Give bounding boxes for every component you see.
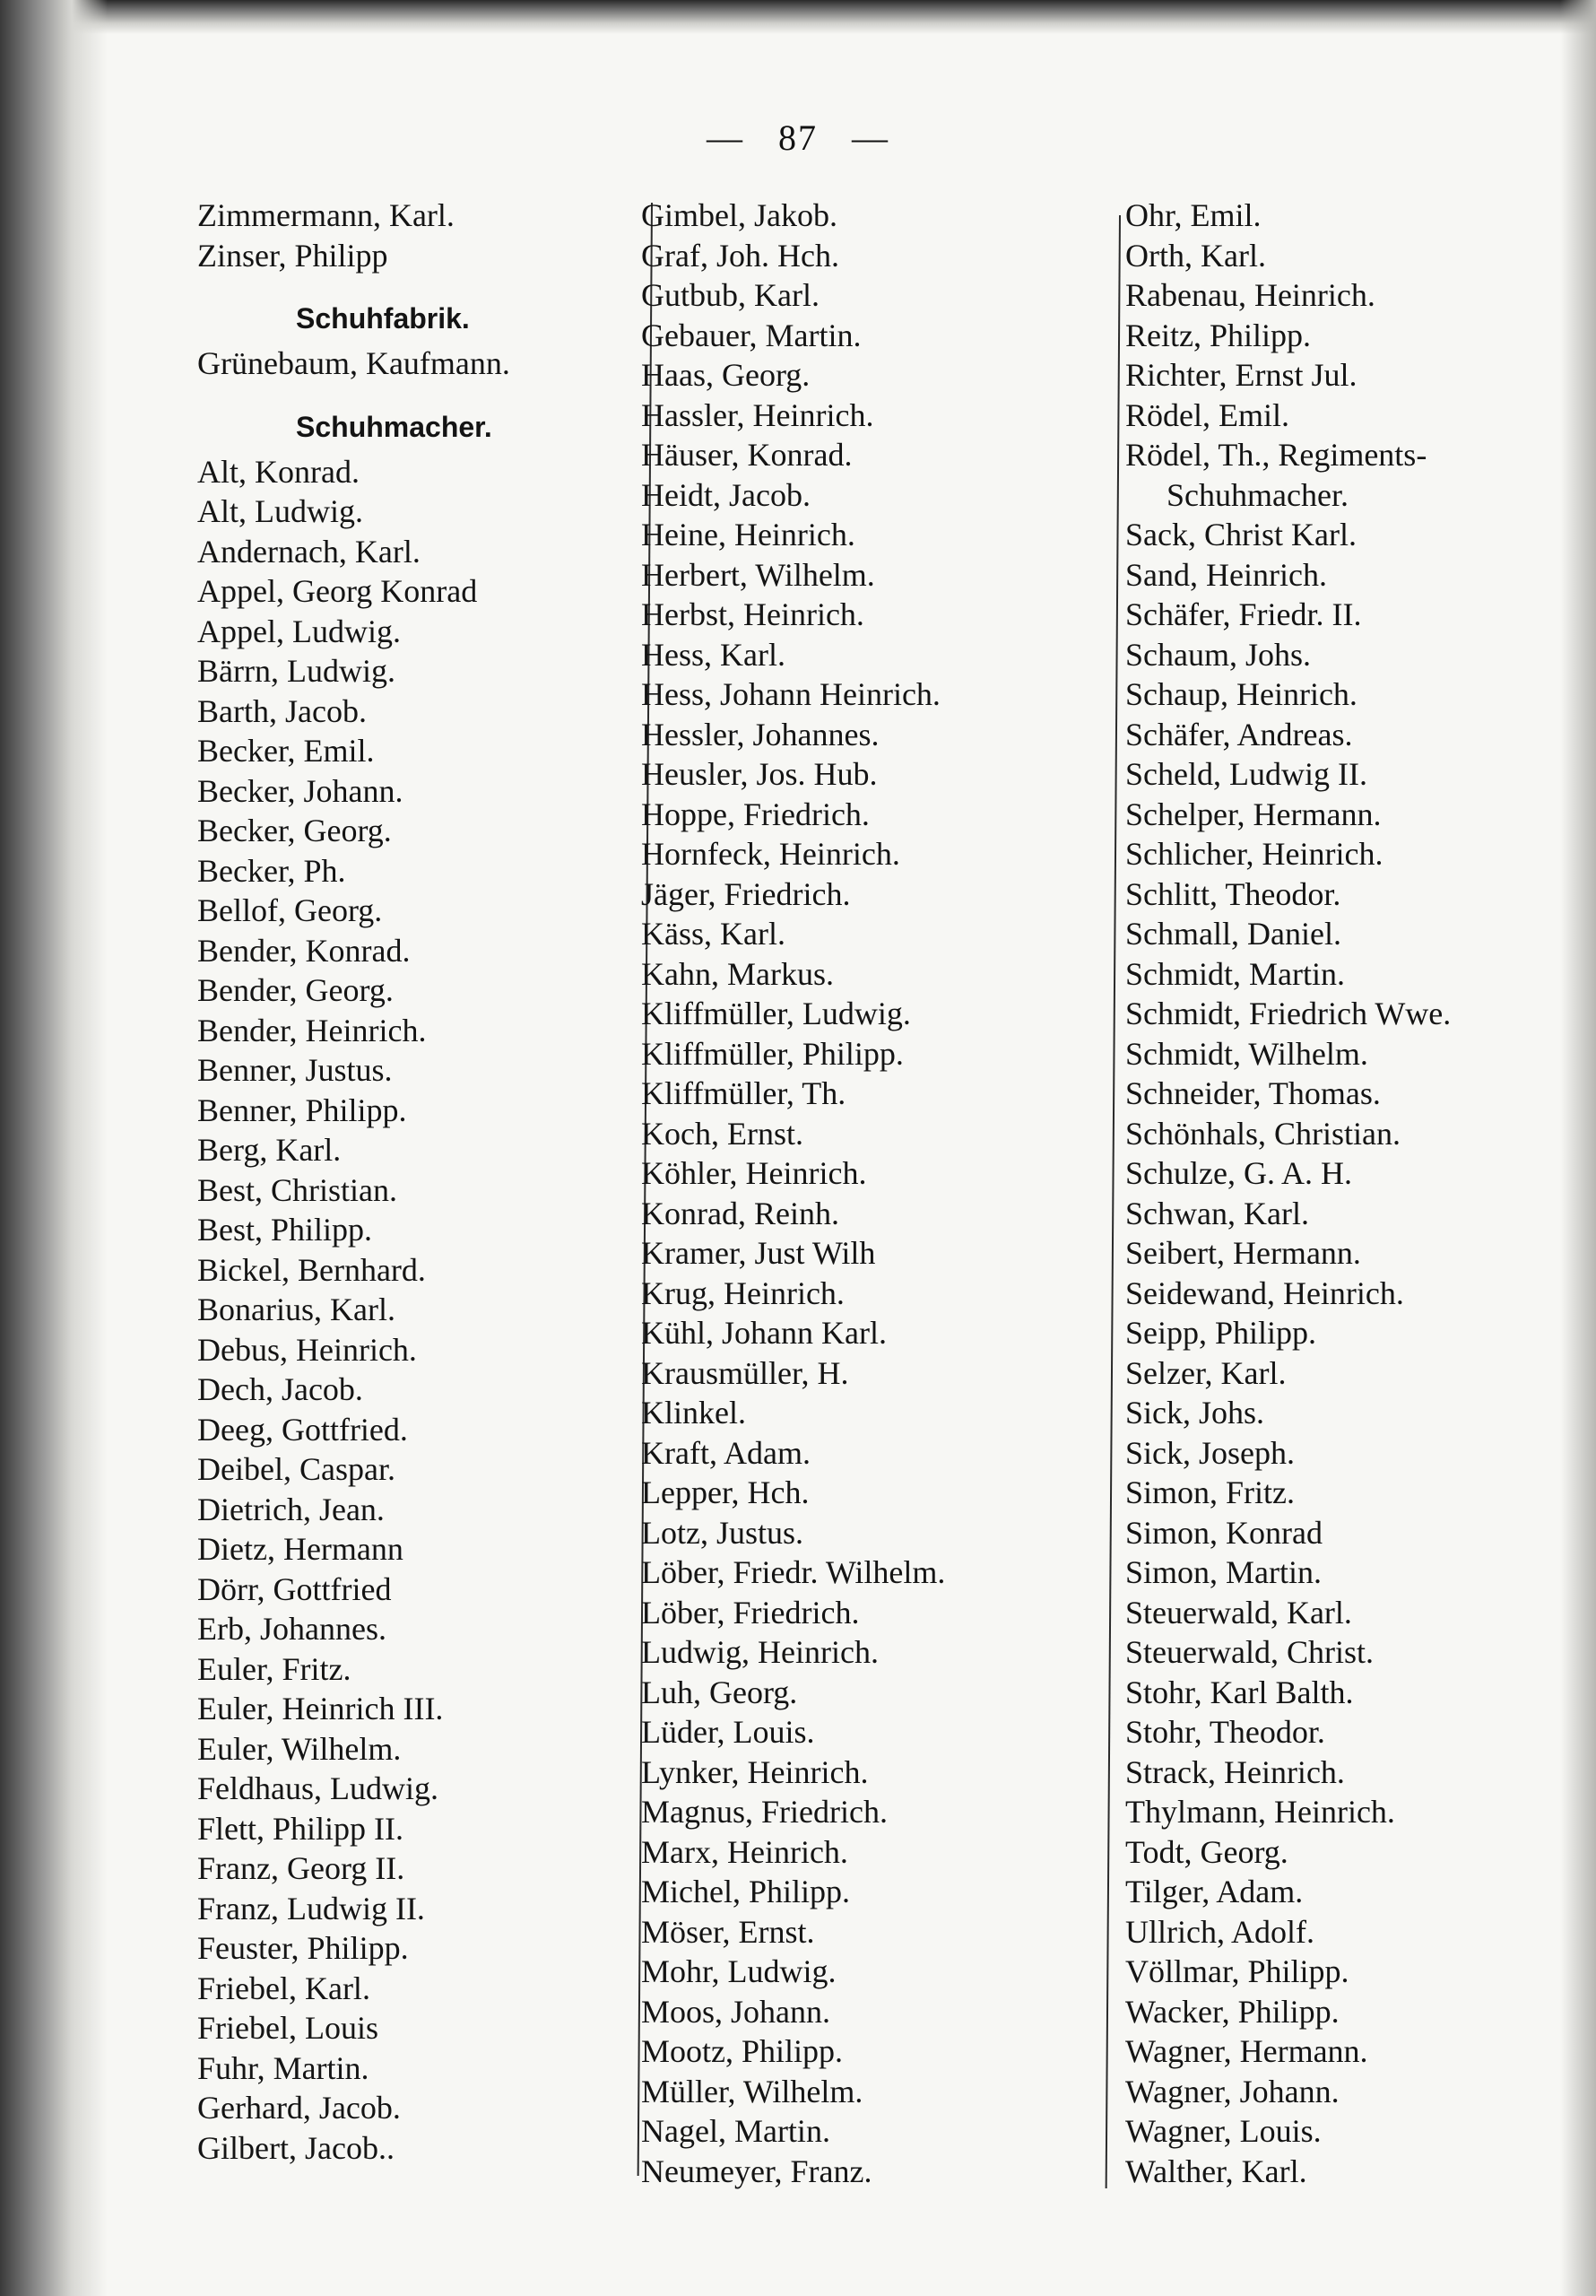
directory-entry: Jäger, Friedrich. (641, 875, 851, 912)
directory-entry: Feuster, Philipp. (197, 1930, 409, 1966)
column-1-group-c (197, 452, 628, 2169)
directory-entry: Köhler, Heinrich. (641, 1155, 867, 1191)
directory-entry: Klinkel. (641, 1395, 746, 1431)
directory-entry: Sick, Johs. (1125, 1395, 1265, 1431)
directory-entry: Seidewand, Heinrich. (1125, 1274, 1404, 1311)
directory-entry: Berg, Karl. (197, 1132, 342, 1168)
page-number-header (0, 117, 1596, 159)
directory-entry: Becker, Johann. (197, 772, 403, 809)
directory-entry: Hess, Karl. (641, 636, 785, 673)
directory-entry: Rabenau, Heinrich. (1125, 277, 1375, 313)
directory-entry: Herbst, Heinrich. (641, 596, 864, 632)
directory-entry: Best, Christian. (197, 1171, 397, 1208)
directory-entry: Heusler, Jos. Hub. (641, 756, 878, 792)
directory-entry: Schelper, Hermann. (1125, 796, 1382, 832)
directory-entry: Stohr, Karl Balth. (1125, 1674, 1354, 1710)
directory-entry: Völlmar, Philipp. (1125, 1953, 1349, 1989)
directory-entry: Neumeyer, Franz. (641, 2152, 872, 2189)
directory-entry: Becker, Emil. (197, 733, 375, 769)
directory-entry: Dech, Jacob. (197, 1371, 363, 1407)
directory-entry: Bender, Konrad. (197, 932, 411, 969)
page-number-dash-right: — (852, 117, 889, 158)
directory-entry: Schmidt, Wilhelm. (1125, 1035, 1368, 1072)
directory-entry: Best, Philipp. (197, 1212, 373, 1248)
directory-entry: Gilbert, Jacob.. (197, 2129, 395, 2166)
directory-entry: Bellof, Georg. (197, 892, 383, 928)
directory-entry: Feldhaus, Ludwig. (197, 1770, 438, 1806)
directory-entry: Selzer, Karl. (1125, 1354, 1287, 1391)
directory-entry: Friebel, Louis (197, 2010, 378, 2046)
directory-entry: Wagner, Johann. (1125, 2073, 1340, 2109)
directory-entry: Simon, Martin. (1125, 1554, 1323, 1590)
directory-entry: Krausmüller, H. (641, 1354, 849, 1391)
page-number: 87 (778, 117, 818, 158)
directory-entry: Häuser, Konrad. (641, 437, 853, 473)
directory-entry: Andernach, Karl. (197, 533, 421, 570)
directory-entry: Kühl, Johann Karl. (641, 1315, 887, 1351)
directory-entry: Lynker, Heinrich. (641, 1753, 869, 1790)
directory-entry: Gebauer, Martin. (641, 317, 862, 353)
directory-entry: Schmall, Daniel. (1125, 916, 1341, 952)
column-3-group-a (1125, 196, 1574, 475)
directory-entry: Wagner, Hermann. (1125, 2033, 1368, 2069)
directory-entry: Sick, Joseph. (1125, 1434, 1295, 1471)
entry-continuation: Schuhmacher. (1167, 476, 1349, 513)
directory-entry: Scheld, Ludwig II. (1125, 756, 1367, 792)
directory-entry: Ludwig, Heinrich. (641, 1634, 879, 1670)
directory-entry: Dietz, Hermann (197, 1531, 403, 1567)
directory-entry: Löber, Friedrich. (641, 1594, 860, 1631)
directory-entry: Alt, Konrad. (197, 453, 360, 490)
directory-entry: Kliffmüller, Philipp. (641, 1035, 904, 1072)
directory-entry: Walther, Karl. (1125, 2152, 1307, 2189)
directory-entry: Zinser, Philipp (197, 237, 388, 274)
directory-entry: Bärrn, Ludwig. (197, 653, 395, 689)
directory-entry: Benner, Philipp. (197, 1091, 407, 1128)
section-heading-schuhfabrik: Schuhfabrik. (296, 302, 470, 335)
directory-entry: Franz, Georg II. (197, 1850, 405, 1886)
directory-entry: Schlitt, Theodor. (1125, 875, 1341, 912)
directory-entry: Simon, Fritz. (1125, 1474, 1296, 1510)
directory-entry: Schwan, Karl. (1125, 1195, 1309, 1231)
directory-entry: Richter, Ernst Jul. (1125, 357, 1357, 393)
directory-entry: Benner, Justus. (197, 1052, 393, 1088)
directory-entry: Grünebaum, Kaufmann. (197, 345, 510, 381)
directory-entry: Dörr, Gottfried (197, 1570, 392, 1607)
directory-entry: Hassler, Heinrich. (641, 396, 874, 433)
column-1-group-b (197, 344, 628, 384)
section-heading-schuhmacher: Schuhmacher. (296, 410, 492, 443)
directory-entry: Bonarius, Karl. (197, 1292, 395, 1327)
directory-entry: Käss, Karl. (641, 916, 785, 952)
directory-entry: Steuerwald, Karl. (1125, 1594, 1352, 1631)
directory-entry: Schaum, Johs. (1125, 636, 1311, 673)
directory-entry: Schmidt, Friedrich Wwe. (1125, 996, 1452, 1031)
directory-entry: Krug, Heinrich. (641, 1274, 845, 1311)
directory-entry: Becker, Ph. (197, 852, 346, 889)
directory-entry: Graf, Joh. Hch. (641, 237, 839, 274)
directory-column-2 (641, 196, 1116, 2191)
directory-entry: Wagner, Louis. (1125, 2113, 1322, 2149)
directory-entry: Kliffmüller, Th. (641, 1075, 846, 1111)
directory-entry: Schmidt, Martin. (1125, 955, 1345, 992)
directory-entry: Heidt, Jacob. (641, 476, 811, 513)
directory-entry: Mohr, Ludwig. (641, 1953, 837, 1989)
directory-entry: Strack, Heinrich. (1125, 1753, 1345, 1790)
column-3-group-b (1125, 515, 1574, 2191)
directory-entry: Ohr, Emil. (1125, 197, 1262, 233)
directory-entry: Seibert, Hermann. (1125, 1235, 1361, 1271)
directory-entry: Müller, Wilhelm. (641, 2073, 863, 2109)
directory-entry: Konrad, Reinh. (641, 1195, 839, 1231)
directory-entry: Deeg, Gottfried. (197, 1411, 408, 1448)
directory-entry: Dietrich, Jean. (197, 1491, 385, 1527)
directory-entry: Nagel, Martin. (641, 2113, 830, 2149)
directory-entry: Gutbub, Karl. (641, 277, 820, 313)
directory-entry: Zimmermann, Karl. (197, 197, 455, 233)
directory-entry: Hornfeck, Heinrich. (641, 836, 900, 872)
directory-entry: Schaup, Heinrich. (1125, 676, 1357, 712)
directory-entry: Rödel, Emil. (1125, 396, 1289, 433)
directory-entry: Gerhard, Jacob. (197, 2090, 401, 2126)
directory-entry: Stohr, Theodor. (1125, 1714, 1325, 1750)
directory-entry: Gimbel, Jakob. (641, 197, 837, 233)
directory-entry: Luh, Georg. (641, 1674, 798, 1710)
directory-entry: Schlicher, Heinrich. (1125, 836, 1383, 872)
directory-entry: Kramer, Just Wilh (641, 1235, 876, 1271)
directory-entry: Heine, Heinrich. (641, 517, 855, 552)
directory-entry: Orth, Karl. (1125, 237, 1266, 274)
directory-entry: Mootz, Philipp. (641, 2033, 844, 2069)
directory-entry: Simon, Konrad (1125, 1514, 1323, 1551)
directory-entry: Moos, Johann. (641, 1993, 831, 2030)
scan-edge-left (0, 0, 108, 2296)
directory-entry: Hessler, Johannes. (641, 716, 880, 752)
directory-entry: Appel, Ludwig. (197, 613, 401, 649)
column-1-group-a (197, 196, 628, 275)
directory-entry: Kahn, Markus. (641, 955, 834, 992)
column-2-list (641, 196, 1116, 2191)
directory-entry: Reitz, Philipp. (1125, 317, 1311, 353)
directory-entry: Lotz, Justus. (641, 1514, 804, 1551)
directory-entry: Ullrich, Adolf. (1125, 1913, 1314, 1950)
directory-entry: Erb, Johannes. (197, 1611, 386, 1647)
directory-entry: Barth, Jacob. (197, 692, 367, 729)
directory-entry: Tilger, Adam. (1125, 1874, 1304, 1909)
directory-entry: Haas, Georg. (641, 357, 811, 393)
directory-entry: Rödel, Th., Regiments- (1125, 437, 1427, 473)
directory-entry: Wacker, Philipp. (1125, 1993, 1340, 2030)
directory-column-1 (197, 196, 628, 2168)
directory-entry: Debus, Heinrich. (197, 1331, 417, 1368)
directory-entry: Euler, Heinrich III. (197, 1691, 444, 1726)
directory-entry: Schneider, Thomas. (1125, 1075, 1381, 1111)
directory-entry: Bender, Heinrich. (197, 1012, 427, 1048)
directory-entry: Herbert, Wilhelm. (641, 556, 875, 593)
page-number-dash-left: — (707, 117, 744, 158)
directory-entry: Deibel, Caspar. (197, 1451, 395, 1487)
directory-entry: Schäfer, Andreas. (1125, 716, 1353, 752)
directory-entry: Alt, Ludwig. (197, 493, 363, 529)
directory-entry: Lüder, Louis. (641, 1714, 815, 1750)
directory-entry: Seipp, Philipp. (1125, 1315, 1317, 1351)
directory-entry: Hess, Johann Heinrich. (641, 676, 941, 712)
directory-entry: Schäfer, Friedr. II. (1125, 596, 1362, 632)
directory-entry: Steuerwald, Christ. (1125, 1634, 1374, 1670)
directory-column-3 (1125, 196, 1574, 2191)
directory-entry: Euler, Fritz. (197, 1650, 351, 1687)
directory-entry: Schönhals, Christian. (1125, 1115, 1401, 1152)
directory-entry: Friebel, Karl. (197, 1970, 370, 2006)
directory-entry: Löber, Friedr. Wilhelm. (641, 1554, 946, 1590)
directory-entry: Flett, Philipp II. (197, 1810, 404, 1847)
directory-entry: Sack, Christ Karl. (1125, 517, 1357, 552)
directory-entry: Becker, Georg. (197, 813, 392, 848)
directory-entry: Thylmann, Heinrich. (1125, 1794, 1395, 1830)
directory-entry: Koch, Ernst. (641, 1115, 803, 1152)
directory-entry: Lepper, Hch. (641, 1474, 810, 1510)
directory-entry: Fuhr, Martin. (197, 2049, 369, 2086)
directory-entry: Todt, Georg. (1125, 1833, 1288, 1870)
scan-edge-top (0, 0, 1596, 34)
directory-entry: Euler, Wilhelm. (197, 1730, 402, 1767)
directory-entry: Franz, Ludwig II. (197, 1890, 425, 1926)
directory-entry: Hoppe, Friedrich. (641, 796, 870, 832)
directory-entry: Kraft, Adam. (641, 1434, 811, 1471)
directory-entry: Kliffmüller, Ludwig. (641, 996, 911, 1031)
directory-entry: Appel, Georg Konrad (197, 573, 478, 609)
directory-entry: Magnus, Friedrich. (641, 1794, 888, 1830)
directory-entry: Sand, Heinrich. (1125, 556, 1327, 593)
directory-entry: Möser, Ernst. (641, 1913, 815, 1950)
directory-entry: Schulze, G. A. H. (1125, 1155, 1352, 1191)
directory-entry: Marx, Heinrich. (641, 1833, 848, 1870)
directory-entry: Bender, Georg. (197, 972, 394, 1008)
directory-entry: Bickel, Bernhard. (197, 1251, 426, 1288)
directory-entry: Michel, Philipp. (641, 1874, 850, 1909)
